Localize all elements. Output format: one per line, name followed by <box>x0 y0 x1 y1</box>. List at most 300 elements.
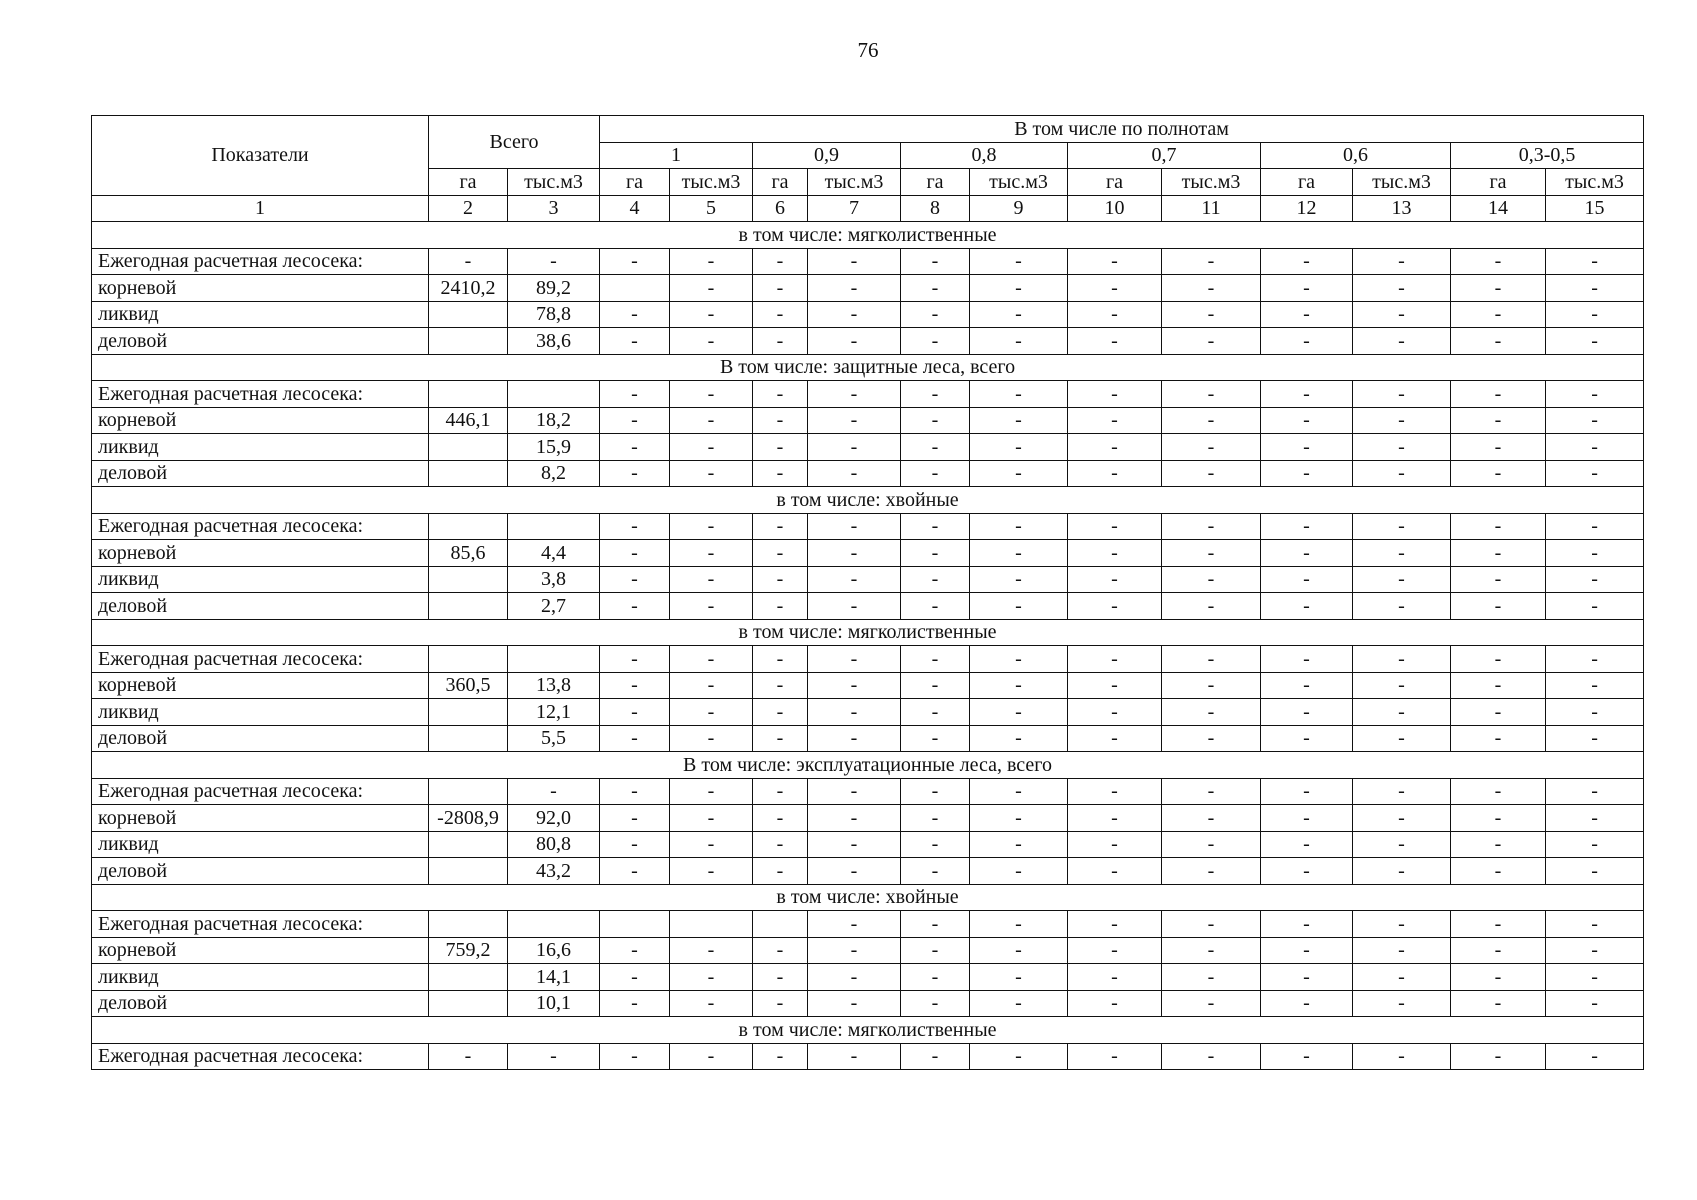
unit-m3: тыс.м3 <box>970 169 1068 196</box>
value-cell: - <box>808 301 901 328</box>
value-cell: - <box>970 964 1068 991</box>
value-cell: - <box>970 911 1068 938</box>
table-row <box>92 805 1644 832</box>
total-ha-cell <box>429 301 508 328</box>
value-cell: - <box>753 301 808 328</box>
value-cell: - <box>808 990 901 1017</box>
value-cell: - <box>600 805 670 832</box>
value-cell: - <box>1353 990 1451 1017</box>
value-cell: - <box>670 725 753 752</box>
column-number: 12 <box>1261 195 1353 222</box>
unit-ha: га <box>429 169 508 196</box>
table-row <box>92 301 1644 328</box>
unit-m3: тыс.м3 <box>1546 169 1644 196</box>
value-cell: - <box>1353 646 1451 673</box>
value-cell: - <box>1162 805 1261 832</box>
value-cell: - <box>1162 911 1261 938</box>
value-cell: - <box>1546 778 1644 805</box>
unit-ha: га <box>1068 169 1162 196</box>
total-m3-cell: 16,6 <box>508 937 600 964</box>
row-label: Ежегодная расчетная лесосека: <box>92 911 429 938</box>
section-row <box>92 884 1644 911</box>
value-cell: - <box>1546 248 1644 275</box>
value-cell: - <box>1162 937 1261 964</box>
value-cell: - <box>1451 566 1546 593</box>
header-density: 0,3-0,5 <box>1451 142 1644 169</box>
value-cell: - <box>1546 328 1644 355</box>
value-cell: - <box>1068 831 1162 858</box>
value-cell: - <box>1353 911 1451 938</box>
value-cell: - <box>1068 434 1162 461</box>
total-m3-cell: 78,8 <box>508 301 600 328</box>
value-cell: - <box>1068 937 1162 964</box>
value-cell <box>670 911 753 938</box>
row-label: корневой <box>92 672 429 699</box>
row-label: корневой <box>92 275 429 302</box>
value-cell: - <box>670 407 753 434</box>
value-cell: - <box>970 805 1068 832</box>
value-cell: - <box>753 858 808 885</box>
total-m3-cell: 5,5 <box>508 725 600 752</box>
total-ha-cell <box>429 964 508 991</box>
total-m3-cell: 92,0 <box>508 805 600 832</box>
value-cell: - <box>970 672 1068 699</box>
total-m3-cell: 2,7 <box>508 593 600 620</box>
row-label: Ежегодная расчетная лесосека: <box>92 513 429 540</box>
value-cell <box>753 911 808 938</box>
value-cell: - <box>1068 566 1162 593</box>
value-cell: - <box>970 513 1068 540</box>
value-cell: - <box>808 513 901 540</box>
total-ha-cell: 2410,2 <box>429 275 508 302</box>
table-row <box>92 699 1644 726</box>
value-cell: - <box>670 593 753 620</box>
value-cell: - <box>808 805 901 832</box>
total-m3-cell: 3,8 <box>508 566 600 593</box>
value-cell: - <box>1068 275 1162 302</box>
value-cell: - <box>1451 858 1546 885</box>
value-cell: - <box>970 540 1068 567</box>
value-cell: - <box>1353 699 1451 726</box>
value-cell: - <box>1162 1043 1261 1070</box>
value-cell: - <box>1451 831 1546 858</box>
row-label: Ежегодная расчетная лесосека: <box>92 248 429 275</box>
value-cell: - <box>753 275 808 302</box>
total-ha-cell <box>429 566 508 593</box>
total-ha-cell <box>429 460 508 487</box>
value-cell: - <box>808 460 901 487</box>
value-cell: - <box>1162 725 1261 752</box>
value-cell: - <box>753 805 808 832</box>
value-cell: - <box>670 275 753 302</box>
table-row <box>92 937 1644 964</box>
value-cell: - <box>901 301 970 328</box>
value-cell: - <box>753 646 808 673</box>
table-row <box>92 990 1644 1017</box>
row-label: корневой <box>92 805 429 832</box>
value-cell: - <box>901 593 970 620</box>
table-row <box>92 275 1644 302</box>
column-number-row <box>92 195 1644 222</box>
section-title: В том числе: защитные леса, всего <box>92 354 1644 381</box>
value-cell: - <box>1546 407 1644 434</box>
value-cell: - <box>1068 460 1162 487</box>
total-m3-cell: 14,1 <box>508 964 600 991</box>
value-cell: - <box>1162 778 1261 805</box>
value-cell: - <box>1068 672 1162 699</box>
value-cell: - <box>670 672 753 699</box>
total-ha-cell <box>429 513 508 540</box>
table-row <box>92 566 1644 593</box>
table-row <box>92 858 1644 885</box>
value-cell: - <box>753 831 808 858</box>
value-cell: - <box>1068 990 1162 1017</box>
value-cell: - <box>1353 964 1451 991</box>
value-cell: - <box>1261 990 1353 1017</box>
value-cell: - <box>1451 301 1546 328</box>
value-cell: - <box>1451 805 1546 832</box>
value-cell: - <box>1451 593 1546 620</box>
value-cell: - <box>1353 593 1451 620</box>
value-cell: - <box>1068 301 1162 328</box>
row-label: корневой <box>92 407 429 434</box>
section-row <box>92 619 1644 646</box>
column-number: 13 <box>1353 195 1451 222</box>
value-cell: - <box>600 381 670 408</box>
value-cell: - <box>1451 540 1546 567</box>
value-cell: - <box>1546 1043 1644 1070</box>
total-ha-cell: 360,5 <box>429 672 508 699</box>
row-label: ликвид <box>92 301 429 328</box>
total-ha-cell: - <box>429 248 508 275</box>
value-cell: - <box>753 513 808 540</box>
value-cell: - <box>808 275 901 302</box>
table-row <box>92 513 1644 540</box>
value-cell: - <box>808 831 901 858</box>
total-ha-cell <box>429 646 508 673</box>
value-cell: - <box>808 434 901 461</box>
value-cell: - <box>1068 328 1162 355</box>
value-cell: - <box>1353 513 1451 540</box>
value-cell: - <box>1451 911 1546 938</box>
value-cell: - <box>600 937 670 964</box>
value-cell: - <box>901 328 970 355</box>
value-cell: - <box>970 593 1068 620</box>
value-cell: - <box>970 1043 1068 1070</box>
row-label: корневой <box>92 937 429 964</box>
value-cell: - <box>1162 275 1261 302</box>
value-cell: - <box>970 460 1068 487</box>
total-ha-cell: - <box>429 1043 508 1070</box>
value-cell: - <box>970 937 1068 964</box>
value-cell: - <box>901 248 970 275</box>
value-cell: - <box>670 460 753 487</box>
value-cell: - <box>1068 381 1162 408</box>
value-cell: - <box>1451 672 1546 699</box>
total-m3-cell <box>508 513 600 540</box>
value-cell: - <box>1162 566 1261 593</box>
value-cell: - <box>1162 858 1261 885</box>
row-label: ликвид <box>92 831 429 858</box>
total-ha-cell: -2808,9 <box>429 805 508 832</box>
row-label: Ежегодная расчетная лесосека: <box>92 778 429 805</box>
section-row <box>92 222 1644 249</box>
value-cell: - <box>1546 301 1644 328</box>
value-cell: - <box>1261 248 1353 275</box>
value-cell: - <box>1546 699 1644 726</box>
total-ha-cell: 446,1 <box>429 407 508 434</box>
value-cell: - <box>1546 990 1644 1017</box>
value-cell: - <box>1068 540 1162 567</box>
value-cell: - <box>1261 646 1353 673</box>
value-cell: - <box>1162 699 1261 726</box>
section-row <box>92 354 1644 381</box>
value-cell: - <box>670 937 753 964</box>
row-label: ликвид <box>92 964 429 991</box>
value-cell: - <box>1068 593 1162 620</box>
total-ha-cell: 85,6 <box>429 540 508 567</box>
row-label: деловой <box>92 328 429 355</box>
column-number: 15 <box>1546 195 1644 222</box>
total-m3-cell <box>508 646 600 673</box>
value-cell: - <box>1162 540 1261 567</box>
value-cell: - <box>600 778 670 805</box>
value-cell: - <box>901 513 970 540</box>
value-cell: - <box>600 725 670 752</box>
total-ha-cell <box>429 699 508 726</box>
table-row <box>92 646 1644 673</box>
total-ha-cell <box>429 831 508 858</box>
value-cell: - <box>1162 831 1261 858</box>
value-cell: - <box>753 964 808 991</box>
table-row <box>92 248 1644 275</box>
value-cell: - <box>901 805 970 832</box>
total-m3-cell: 15,9 <box>508 434 600 461</box>
value-cell: - <box>970 407 1068 434</box>
value-cell: - <box>901 699 970 726</box>
value-cell: - <box>1546 911 1644 938</box>
section-row <box>92 752 1644 779</box>
value-cell: - <box>753 672 808 699</box>
section-title: в том числе: хвойные <box>92 487 1644 514</box>
table-row <box>92 593 1644 620</box>
value-cell: - <box>1353 434 1451 461</box>
value-cell: - <box>901 275 970 302</box>
value-cell: - <box>901 911 970 938</box>
value-cell: - <box>1451 460 1546 487</box>
value-cell: - <box>1546 566 1644 593</box>
table-row <box>92 911 1644 938</box>
row-label: ликвид <box>92 699 429 726</box>
value-cell: - <box>808 248 901 275</box>
value-cell: - <box>808 407 901 434</box>
value-cell: - <box>1261 593 1353 620</box>
value-cell: - <box>600 328 670 355</box>
unit-ha: га <box>1451 169 1546 196</box>
value-cell: - <box>1451 725 1546 752</box>
total-ha-cell <box>429 593 508 620</box>
value-cell: - <box>1261 858 1353 885</box>
value-cell: - <box>670 248 753 275</box>
value-cell: - <box>901 460 970 487</box>
value-cell: - <box>600 593 670 620</box>
value-cell: - <box>1451 434 1546 461</box>
header-indicators: Показатели <box>92 116 429 196</box>
value-cell: - <box>901 407 970 434</box>
value-cell: - <box>1353 566 1451 593</box>
value-cell: - <box>901 672 970 699</box>
value-cell: - <box>1261 1043 1353 1070</box>
unit-ha: га <box>600 169 670 196</box>
value-cell: - <box>1546 460 1644 487</box>
value-cell: - <box>1162 593 1261 620</box>
value-cell: - <box>1546 646 1644 673</box>
value-cell: - <box>901 725 970 752</box>
value-cell <box>600 911 670 938</box>
value-cell: - <box>901 778 970 805</box>
row-label: ликвид <box>92 566 429 593</box>
row-label: Ежегодная расчетная лесосека: <box>92 381 429 408</box>
section-title: в том числе: мягколиственные <box>92 619 1644 646</box>
value-cell: - <box>970 275 1068 302</box>
value-cell: - <box>808 593 901 620</box>
header-density: 1 <box>600 142 753 169</box>
value-cell: - <box>1261 301 1353 328</box>
value-cell: - <box>670 831 753 858</box>
value-cell: - <box>1261 328 1353 355</box>
value-cell: - <box>1353 460 1451 487</box>
value-cell: - <box>1451 937 1546 964</box>
value-cell: - <box>1546 381 1644 408</box>
value-cell: - <box>600 646 670 673</box>
table-row <box>92 407 1644 434</box>
value-cell: - <box>600 248 670 275</box>
section-row <box>92 487 1644 514</box>
table-row <box>92 434 1644 461</box>
value-cell: - <box>1353 328 1451 355</box>
value-cell: - <box>670 540 753 567</box>
value-cell: - <box>1068 911 1162 938</box>
total-m3-cell: 10,1 <box>508 990 600 1017</box>
total-m3-cell: 80,8 <box>508 831 600 858</box>
value-cell: - <box>1261 937 1353 964</box>
header-density: 0,7 <box>1068 142 1261 169</box>
value-cell: - <box>670 434 753 461</box>
value-cell: - <box>753 778 808 805</box>
value-cell <box>600 275 670 302</box>
value-cell: - <box>753 990 808 1017</box>
total-ha-cell: 759,2 <box>429 937 508 964</box>
value-cell: - <box>901 990 970 1017</box>
value-cell: - <box>1261 407 1353 434</box>
value-cell: - <box>670 301 753 328</box>
value-cell: - <box>808 646 901 673</box>
value-cell: - <box>670 805 753 832</box>
value-cell: - <box>1353 858 1451 885</box>
value-cell: - <box>753 937 808 964</box>
value-cell: - <box>670 964 753 991</box>
value-cell: - <box>600 460 670 487</box>
value-cell: - <box>1261 911 1353 938</box>
table-row <box>92 964 1644 991</box>
value-cell: - <box>970 646 1068 673</box>
value-cell: - <box>1261 275 1353 302</box>
unit-m3: тыс.м3 <box>1162 169 1261 196</box>
header-density: 0,6 <box>1261 142 1451 169</box>
column-number: 9 <box>970 195 1068 222</box>
value-cell: - <box>1162 248 1261 275</box>
value-cell: - <box>600 434 670 461</box>
value-cell: - <box>970 778 1068 805</box>
header-total: Всего <box>429 116 600 169</box>
table-row <box>92 1043 1644 1070</box>
total-ha-cell <box>429 858 508 885</box>
column-number: 3 <box>508 195 600 222</box>
value-cell: - <box>901 381 970 408</box>
value-cell: - <box>670 1043 753 1070</box>
value-cell: - <box>901 646 970 673</box>
value-cell: - <box>600 540 670 567</box>
value-cell: - <box>753 407 808 434</box>
total-m3-cell: 38,6 <box>508 328 600 355</box>
value-cell: - <box>1451 275 1546 302</box>
unit-m3: тыс.м3 <box>670 169 753 196</box>
value-cell: - <box>753 725 808 752</box>
value-cell: - <box>1353 381 1451 408</box>
value-cell: - <box>1546 725 1644 752</box>
value-cell: - <box>1162 460 1261 487</box>
section-title: в том числе: мягколиственные <box>92 222 1644 249</box>
value-cell: - <box>1353 275 1451 302</box>
value-cell: - <box>1068 1043 1162 1070</box>
value-cell: - <box>970 328 1068 355</box>
value-cell: - <box>1546 672 1644 699</box>
header-density: 0,8 <box>901 142 1068 169</box>
value-cell: - <box>901 1043 970 1070</box>
value-cell: - <box>600 699 670 726</box>
value-cell: - <box>670 381 753 408</box>
value-cell: - <box>901 937 970 964</box>
section-title: в том числе: хвойные <box>92 884 1644 911</box>
value-cell: - <box>1162 328 1261 355</box>
value-cell: - <box>1353 831 1451 858</box>
value-cell: - <box>1261 566 1353 593</box>
total-ha-cell <box>429 911 508 938</box>
value-cell: - <box>1353 725 1451 752</box>
value-cell: - <box>753 566 808 593</box>
table-row <box>92 540 1644 567</box>
table-header <box>92 116 1644 222</box>
value-cell: - <box>1068 646 1162 673</box>
total-m3-cell: 8,2 <box>508 460 600 487</box>
section-row <box>92 1017 1644 1044</box>
column-number: 4 <box>600 195 670 222</box>
value-cell: - <box>901 858 970 885</box>
value-cell: - <box>808 566 901 593</box>
value-cell: - <box>1451 990 1546 1017</box>
value-cell: - <box>1546 275 1644 302</box>
table-row <box>92 460 1644 487</box>
value-cell: - <box>600 407 670 434</box>
row-label: деловой <box>92 858 429 885</box>
value-cell: - <box>901 434 970 461</box>
value-cell: - <box>1353 407 1451 434</box>
value-cell: - <box>1546 513 1644 540</box>
value-cell: - <box>1353 805 1451 832</box>
value-cell: - <box>901 540 970 567</box>
value-cell: - <box>600 831 670 858</box>
value-cell: - <box>970 248 1068 275</box>
